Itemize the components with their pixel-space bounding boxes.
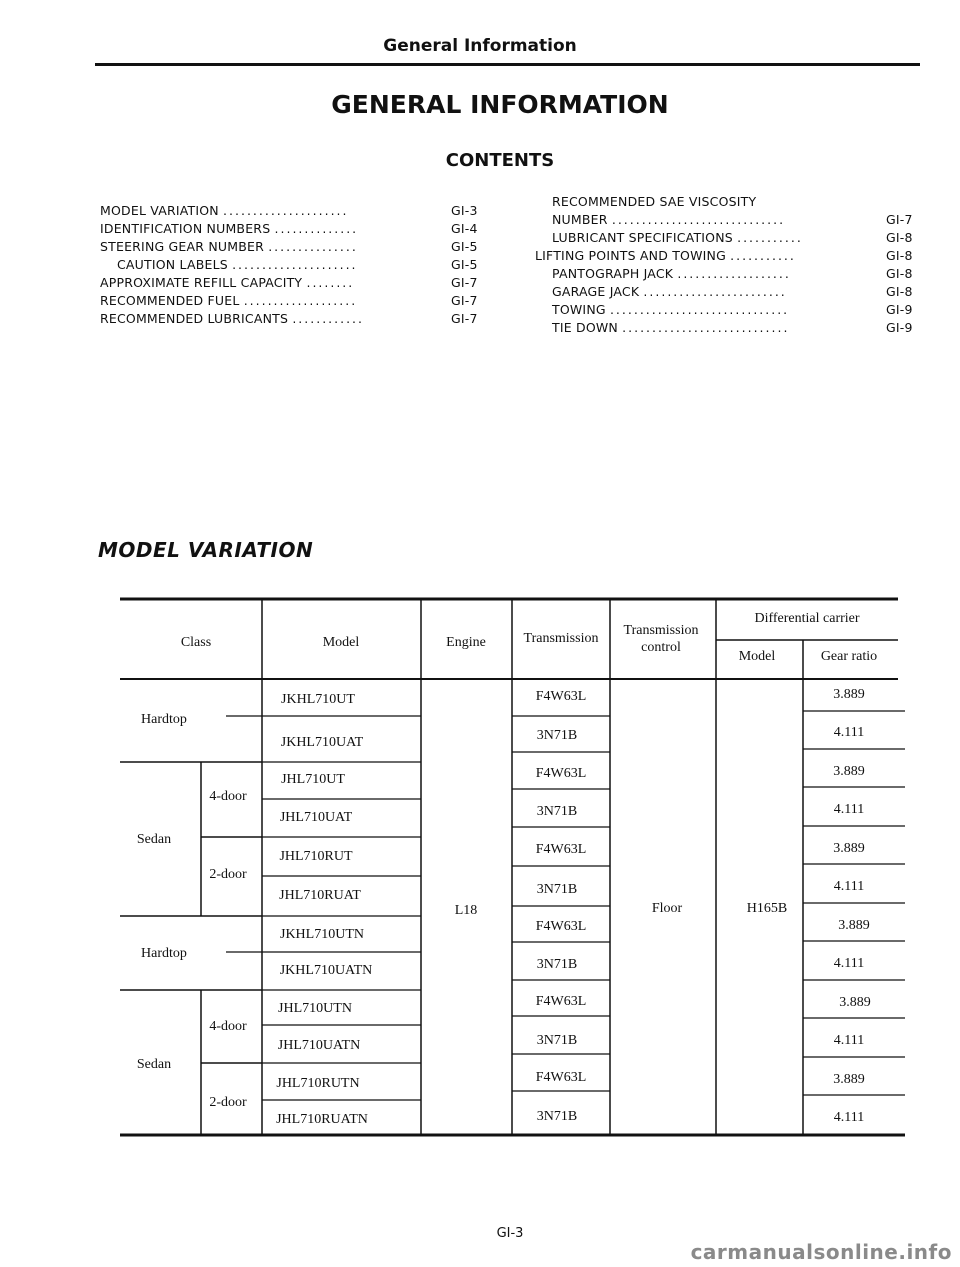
gear-ratio-cell: 3.889: [833, 1072, 865, 1087]
page-number: GI-3: [496, 1226, 524, 1241]
toc-page-ref: GI-7: [451, 275, 478, 290]
model-cell: JHL710UAT: [279, 810, 353, 825]
toc-page-ref: GI-7: [451, 293, 478, 308]
gear-ratio-cell: 3.889: [833, 687, 865, 702]
class-label: Sedan: [136, 1057, 172, 1072]
gear-ratio-cell: 4.111: [833, 725, 865, 740]
toc-page-ref: GI-8: [886, 248, 913, 263]
gear-ratio-cell: 3.889: [838, 918, 870, 933]
toc-page-ref: GI-7: [886, 212, 913, 227]
header-transmission: Transmission: [523, 631, 599, 646]
running-header: General Information: [383, 36, 577, 56]
toc-entry[interactable]: CAUTION LABELS .....................: [117, 257, 358, 272]
subclass-label: 4-door: [209, 789, 247, 804]
class-label: Sedan: [136, 832, 172, 847]
toc-entry[interactable]: TIE DOWN ............................: [552, 320, 790, 335]
transmission-cell: F4W63L: [535, 994, 587, 1009]
model-cell: JKHL710UTN: [280, 927, 364, 942]
toc-page-ref: GI-8: [886, 230, 913, 245]
model-cell: JKHL710UAT: [280, 735, 364, 750]
subclass-label: 4-door: [209, 1019, 247, 1034]
header-transmission-control-2: control: [641, 640, 681, 655]
toc-entry[interactable]: APPROXIMATE REFILL CAPACITY ........: [100, 275, 355, 290]
toc-page-ref: GI-5: [451, 239, 478, 254]
transmission-cell: F4W63L: [535, 766, 587, 781]
transmission-cell: F4W63L: [535, 1070, 587, 1085]
toc-entry[interactable]: GARAGE JACK ........................: [552, 284, 787, 299]
toc-page-ref: GI-3: [451, 203, 478, 218]
watermark: carmanualsonline.info: [690, 1240, 952, 1264]
header-engine: Engine: [446, 635, 486, 650]
gear-ratio-cell: 4.111: [833, 1110, 865, 1125]
model-cell: JHL710RUATN: [276, 1112, 368, 1127]
transmission-cell: F4W63L: [535, 842, 587, 857]
toc-page-ref: GI-9: [886, 320, 913, 335]
toc-page-ref: GI-4: [451, 221, 478, 236]
subclass-label: 2-door: [209, 867, 247, 882]
model-cell: JHL710RUAT: [279, 888, 361, 903]
contents-heading: CONTENTS: [445, 150, 555, 171]
header-class: Class: [180, 635, 212, 650]
toc-page-ref: GI-5: [451, 257, 478, 272]
gear-ratio-cell: 3.889: [839, 995, 871, 1010]
transmission-cell: 3N71B: [536, 1033, 578, 1048]
toc-entry[interactable]: NUMBER .............................: [552, 212, 786, 227]
gear-ratio-cell: 4.111: [833, 879, 865, 894]
toc-entry[interactable]: PANTOGRAPH JACK ...................: [552, 266, 791, 281]
subclass-label: 2-door: [209, 1095, 247, 1110]
toc-entry[interactable]: RECOMMENDED SAE VISCOSITY: [552, 194, 757, 209]
header-diff-model: Model: [738, 649, 776, 664]
transmission-cell: 3N71B: [536, 882, 578, 897]
class-label: Hardtop: [141, 946, 187, 961]
toc-entry[interactable]: LIFTING POINTS AND TOWING ...........: [535, 248, 796, 263]
gear-ratio-cell: 4.111: [833, 802, 865, 817]
toc-entry[interactable]: TOWING ..............................: [552, 302, 790, 317]
model-cell: JHL710UT: [281, 772, 345, 787]
model-cell: JHL710RUTN: [276, 1076, 360, 1091]
page-title: GENERAL INFORMATION: [331, 90, 669, 119]
model-cell: JKHL710UT: [281, 692, 355, 707]
gear-ratio-cell: 3.889: [833, 764, 865, 779]
toc-entry[interactable]: RECOMMENDED FUEL ...................: [100, 293, 358, 308]
toc-page-ref: GI-8: [886, 266, 913, 281]
model-cell: JHL710UATN: [277, 1038, 361, 1053]
transmission-cell: 3N71B: [536, 957, 578, 972]
section-title: MODEL VARIATION: [98, 538, 314, 562]
toc-entry[interactable]: MODEL VARIATION .....................: [100, 203, 349, 218]
header-gear-ratio: Gear ratio: [820, 649, 878, 664]
transmission-cell: F4W63L: [535, 919, 587, 934]
toc-page-ref: GI-8: [886, 284, 913, 299]
engine-cell: L18: [454, 903, 478, 918]
header-transmission-control: Transmission: [623, 623, 699, 638]
transmission-control-cell: Floor: [651, 901, 683, 916]
toc-entry[interactable]: RECOMMENDED LUBRICANTS ............: [100, 311, 365, 326]
header-differential-carrier: Differential carrier: [754, 611, 860, 626]
toc-entry[interactable]: LUBRICANT SPECIFICATIONS ...........: [552, 230, 803, 245]
model-cell: JHL710RUT: [279, 849, 353, 864]
toc-entry[interactable]: IDENTIFICATION NUMBERS ..............: [100, 221, 359, 236]
toc-entry[interactable]: STEERING GEAR NUMBER ...............: [100, 239, 358, 254]
toc-page-ref: GI-9: [886, 302, 913, 317]
transmission-cell: 3N71B: [536, 728, 578, 743]
gear-ratio-cell: 3.889: [833, 841, 865, 856]
class-label: Hardtop: [141, 712, 187, 727]
transmission-cell: F4W63L: [535, 689, 587, 704]
diff-model-cell: H165B: [746, 901, 788, 916]
model-cell: JKHL710UATN: [279, 963, 373, 978]
model-cell: JHL710UTN: [278, 1001, 352, 1016]
gear-ratio-cell: 4.111: [833, 956, 865, 971]
transmission-cell: 3N71B: [536, 1109, 578, 1124]
gear-ratio-cell: 4.111: [833, 1033, 865, 1048]
toc-page-ref: GI-7: [451, 311, 478, 326]
header-model: Model: [322, 635, 360, 650]
transmission-cell: 3N71B: [536, 804, 578, 819]
